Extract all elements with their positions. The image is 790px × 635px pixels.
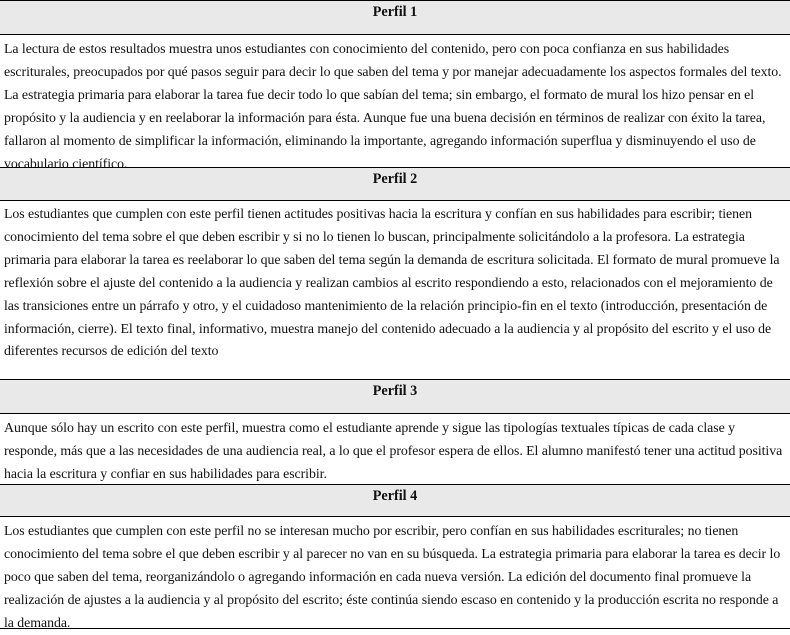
profile-3-title: Perfil 3	[372, 383, 418, 399]
profile-4-text: Los estudiantes que cumplen con este perfil no se interesan mucho por escribir, pero confían en sus habilidades escriturales; no tienen conocimiento del tema sobre el que deben escribir y al parecer no van en su búsqueda. La estrategia primaria para elaborar la tarea es decir lo poco que saben del tema, reorganizándolo o agregando información en cada nueva versión. La edición del documento final promueve la realización de ajustes a la audiencia y al propósito del escrito; éste continúa siendo escaso en contenido y la producción escrita no responde a la demanda.	[4, 523, 781, 630]
profile-4-body	[0, 517, 790, 629]
profile-1-body	[0, 35, 790, 171]
profile-1-text: La lectura de estos resultados muestra unos estudiantes con conocimiento del contenido, pero con poca confianza en sus habilidades escriturales, preocupados por qué pasos seguir para decir lo que saben del tema y por manejar adecuadamente los aspectos formales del texto. La estrategia primaria para elaborar la tarea fue decir todo lo que sabían del tema; sin embargo, el formato de mural los hizo pensar en el propósito y la audiencia y en reelaborar la información para ésta. Aunque fue una buena decisión en términos de realizar con éxito la tarea, fallaron al momento de simplificar la información, eliminando la importante, agregando información superflua y disminuyendo el uso de vocabulario científico.	[4, 41, 782, 171]
profile-3-header	[0, 380, 790, 414]
profile-3-body	[0, 414, 790, 485]
profile-4-title: Perfil 4	[372, 488, 418, 504]
profile-1-title: Perfil 1	[372, 4, 418, 20]
profile-1-header	[0, 1, 790, 35]
profile-2-body	[0, 201, 790, 380]
profile-2-title: Perfil 2	[372, 171, 418, 187]
profile-3-text: Aunque sólo hay un escrito con este perfil, muestra como el estudiante aprende y sigue las tipologías textuales típicas de cada clase y responde, más que a las necesidades de una audiencia real, a lo que el profesor espera de ellos. El alumno manifestó tener una actitud positiva hacia la escritura y confiar en sus habilidades para escribir.	[4, 420, 783, 481]
profile-2-text: Los estudiantes que cumplen con este perfil tienen actitudes positivas hacia la escritura y confían en sus habilidades para escribir; tienen conocimiento del tema sobre el que deben escribir y si no lo tienen lo buscan, principalmente solicitándolo a la profesora. La estrategia primaria para elaborar la tarea es reelaborar lo que saben del tema según la demanda de escritura solicitada. El formato de mural promueve la reflexión sobre el ajuste del contenido a la audiencia y realizan cambios al escrito respondiendo a esto, relacionados con el mejoramiento de las transiciones entre un párrafo y otro, y el cuidadoso mantenimiento de la relación principio-fin en el texto (introducción, presentación de información, cierre). El texto final, informativo, muestra manejo del contenido adecuado a la audiencia y al propósito del escrito y el uso de diferentes recursos de edición del texto	[4, 206, 780, 359]
profile-4-header	[0, 485, 790, 517]
